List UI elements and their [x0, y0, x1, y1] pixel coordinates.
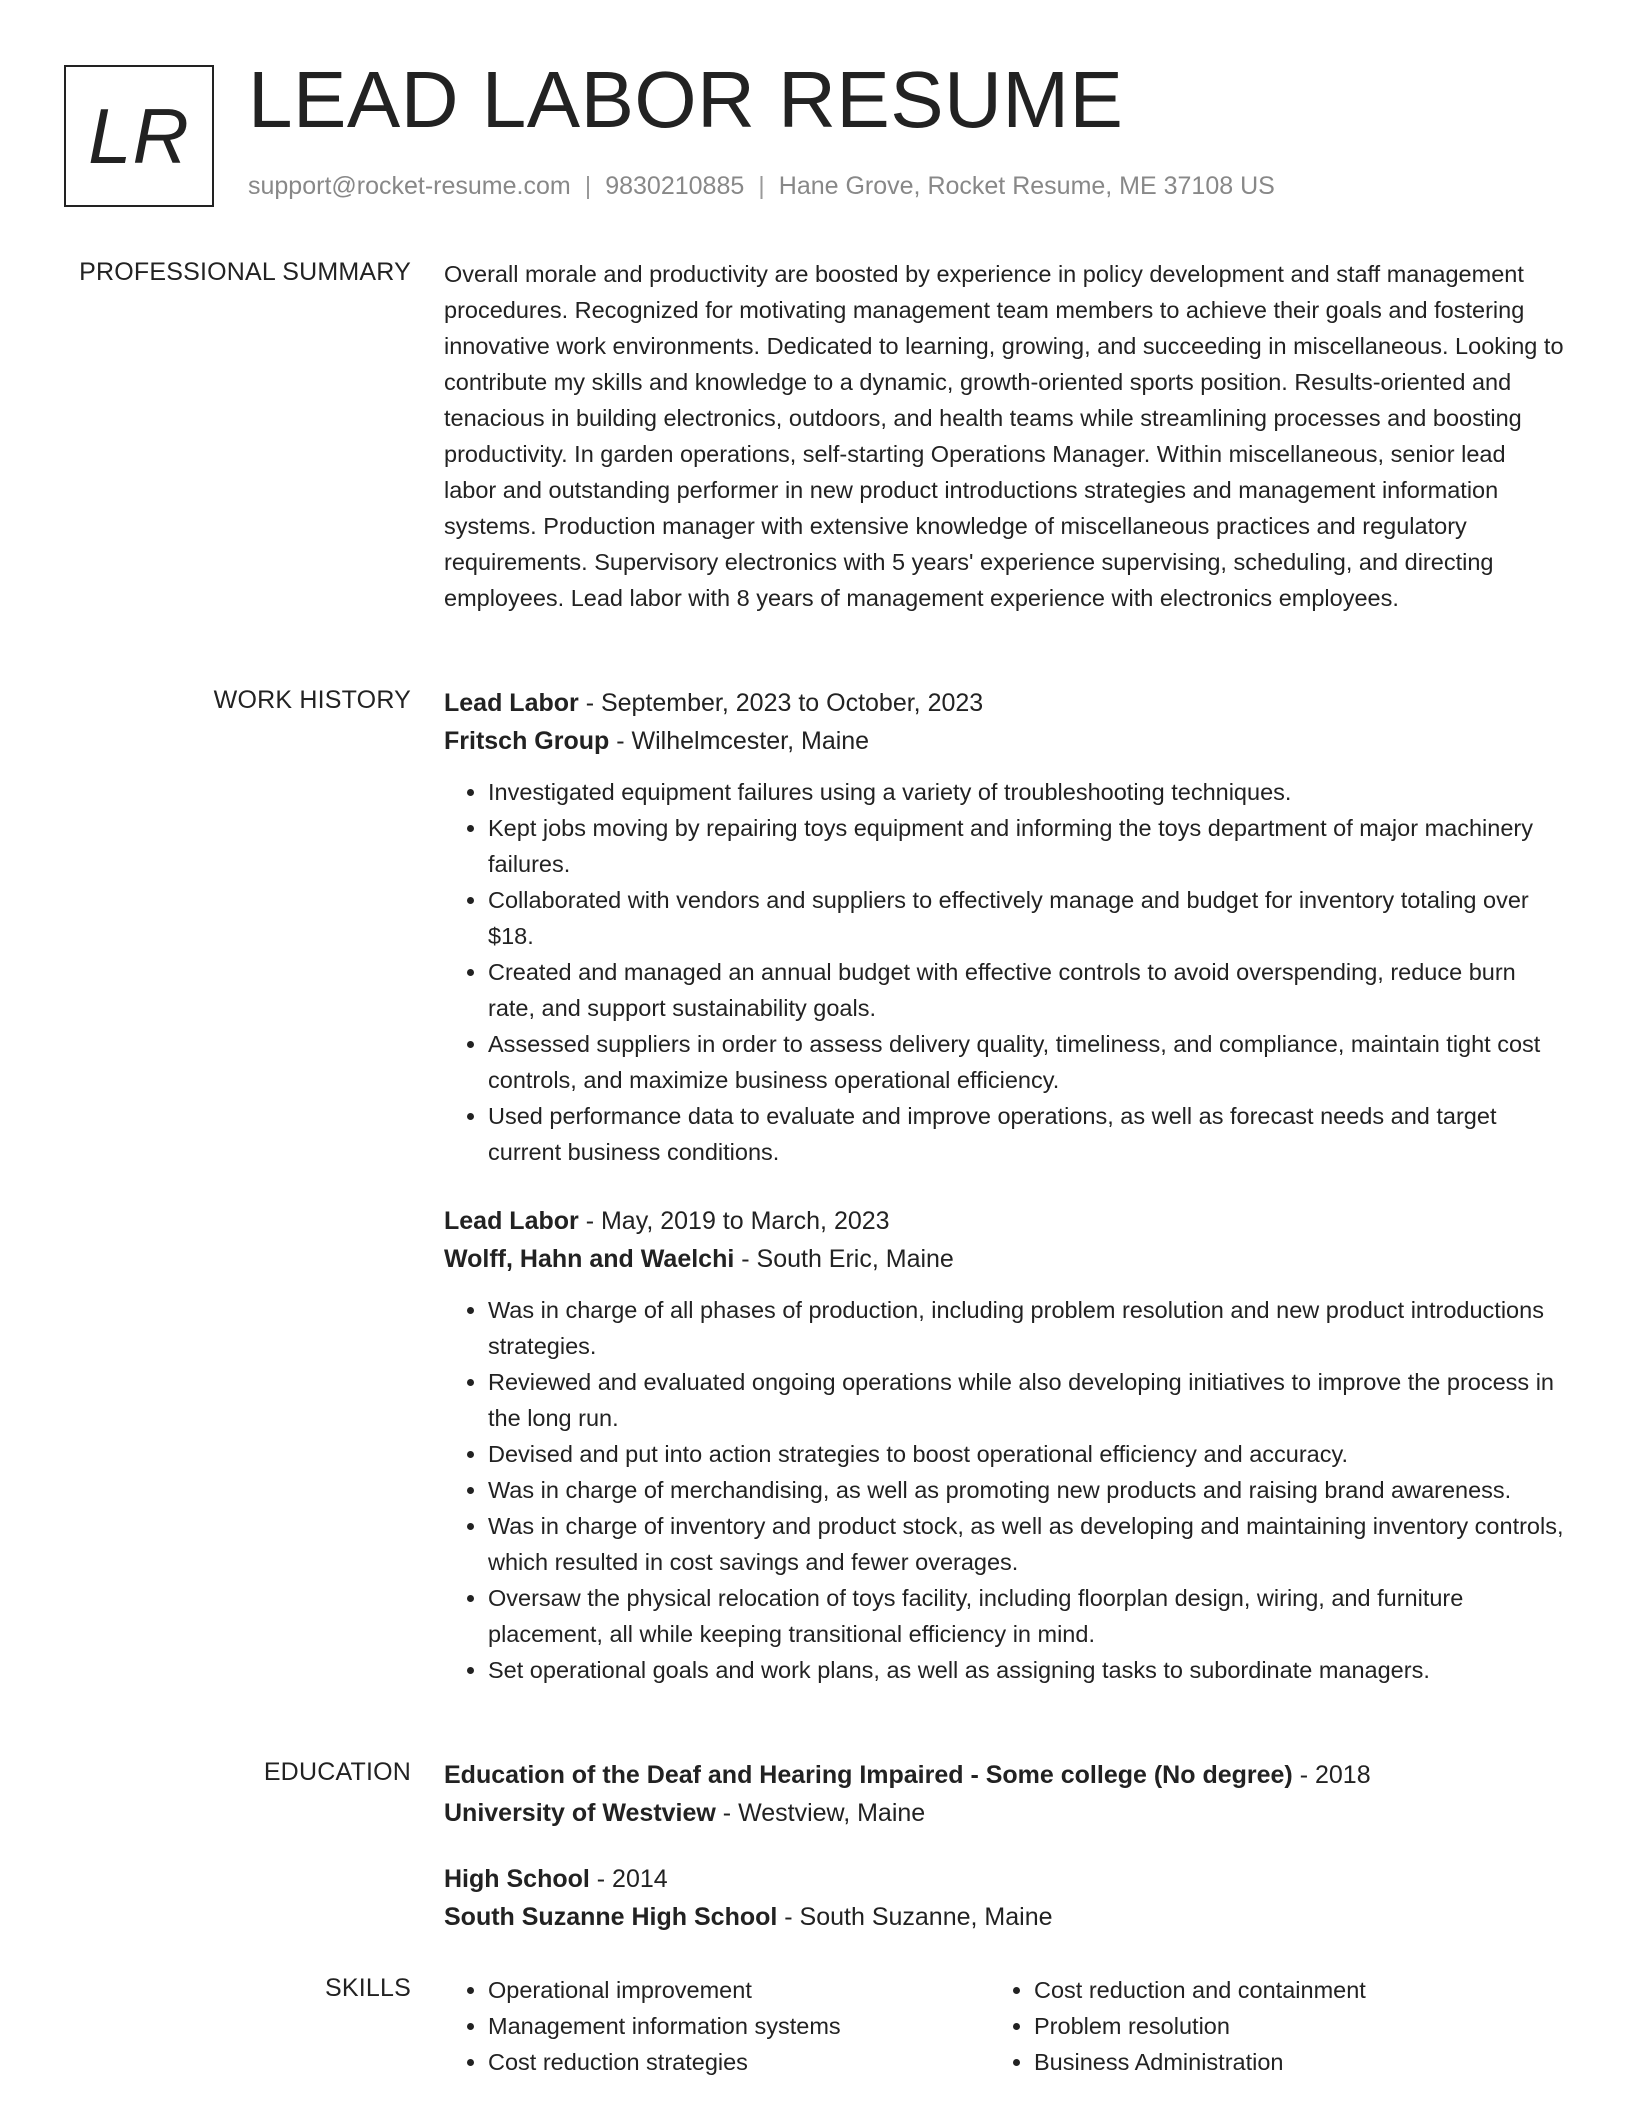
skills-column-right — [990, 1972, 1536, 2080]
list-item: • Operational improvement — [488, 1972, 990, 2008]
list-item: • Collaborated with vendors and suppliers to effectively manage and budget for inventory totaling over $18. — [488, 882, 1564, 954]
job-company: Wolff, Hahn and Waelchi — [444, 1245, 735, 1273]
degree: Education of the Deaf and Hearing Impaired - Some college (No degree) — [444, 1761, 1293, 1789]
list-item: • Investigated equipment failures using a variety of troubleshooting techniques. — [488, 774, 1564, 810]
skills-list — [444, 1972, 990, 2080]
summary-body — [444, 256, 1564, 616]
education-entry — [444, 1756, 1564, 1832]
list-item: • Reviewed and evaluated ongoing operations while also developing initiatives to improve the process in the long run. — [488, 1364, 1564, 1436]
list-item: • Problem resolution — [1034, 2008, 1536, 2044]
list-item: • Kept jobs moving by repairing toys equipment and informing the toys department of major machinery failures. — [488, 810, 1564, 882]
job-title: Lead Labor — [444, 689, 579, 717]
work-body — [444, 684, 1564, 1688]
school: South Suzanne High School — [444, 1903, 778, 1931]
skills-body — [444, 1972, 1564, 2080]
education-body — [444, 1756, 1564, 1936]
school-location: - Westview, Maine — [715, 1799, 926, 1827]
school-location: - South Suzanne, Maine — [777, 1903, 1053, 1931]
section-label-education: EDUCATION — [263, 1758, 411, 1786]
job-company-line — [444, 1240, 1564, 1278]
list-item: • Assessed suppliers in order to assess delivery quality, timeliness, and compliance, maintain tight cost controls, and maximize business operational efficiency. — [488, 1026, 1564, 1098]
job-title: Lead Labor — [444, 1207, 579, 1235]
section-label-summary: PROFESSIONAL SUMMARY — [79, 258, 411, 286]
skills-list — [990, 1972, 1536, 2080]
list-item: • Created and managed an annual budget with effective controls to avoid overspending, reduce burn rate, and support sustainability goals. — [488, 954, 1564, 1026]
list-item: • Cost reduction strategies — [488, 2044, 990, 2080]
contact-address: Hane Grove, Rocket Resume, ME 37108 US — [778, 172, 1275, 200]
contact-separator: | — [584, 172, 592, 200]
skills-column-left — [444, 1972, 990, 2080]
list-item: • Business Administration — [1034, 2044, 1536, 2080]
job-title-line — [444, 1202, 1564, 1240]
list-item: • Cost reduction and containment — [1034, 1972, 1536, 2008]
job-entry — [444, 684, 1564, 1170]
contact-line — [248, 172, 1275, 201]
section-label-work: WORK HISTORY — [213, 686, 411, 714]
job-company: Fritsch Group — [444, 727, 610, 755]
school: University of Westview — [444, 1799, 716, 1827]
list-item: • Used performance data to evaluate and improve operations, as well as forecast needs and target current business conditions. — [488, 1098, 1564, 1170]
school-line — [444, 1794, 1564, 1832]
section-label-skills: SKILLS — [325, 1974, 411, 2002]
degree-year: - 2018 — [1292, 1761, 1371, 1789]
job-location: - Wilhelmcester, Maine — [609, 727, 870, 755]
degree-year: - 2014 — [589, 1865, 668, 1893]
list-item: • Was in charge of merchandising, as well as promoting new products and raising brand awareness. — [488, 1472, 1564, 1508]
job-bullets — [444, 774, 1564, 1170]
contact-phone[interactable]: 9830210885 — [605, 172, 745, 200]
monogram-logo: LR — [64, 65, 214, 207]
job-location: - South Eric, Maine — [734, 1245, 954, 1273]
list-item: • Devised and put into action strategies to boost operational efficiency and accuracy. — [488, 1436, 1564, 1472]
degree-line — [444, 1756, 1564, 1794]
contact-separator: | — [758, 172, 765, 200]
resume-title: LEAD LABOR RESUME — [248, 55, 1124, 144]
job-bullets — [444, 1292, 1564, 1688]
education-entry — [444, 1860, 1564, 1936]
list-item: • Set operational goals and work plans, as well as assigning tasks to subordinate managers. — [488, 1652, 1564, 1688]
list-item: • Was in charge of all phases of production, including problem resolution and new product introductions strategies. — [488, 1292, 1564, 1364]
degree-line — [444, 1860, 1564, 1898]
list-item: • Oversaw the physical relocation of toys facility, including floorplan design, wiring, and furniture placement, all while keeping transitional efficiency in mind. — [488, 1580, 1564, 1652]
list-item: • Was in charge of inventory and product stock, as well as developing and maintaining inventory controls, which resulted in cost savings and fewer overages. — [488, 1508, 1564, 1580]
list-item: • Management information systems — [488, 2008, 990, 2044]
job-title-line — [444, 684, 1564, 722]
job-entry — [444, 1202, 1564, 1688]
school-line — [444, 1898, 1564, 1936]
degree: High School — [444, 1865, 590, 1893]
summary-text: Overall morale and productivity are boosted by experience in policy development and staff management procedures. Recognized for motivating management team members to achieve their goals and fostering innovative work environments. Dedicated to learning, growing, and succeeding in miscellaneous. Looking to contribute my skills and knowledge to a dynamic, growth-oriented sports position. Results-oriented and tenacious in building electronics, outdoors, and health teams while streamlining processes and boosting productivity. In garden operations, self-starting Operations Manager. Within miscellaneous, senior lead labor and outstanding performer in new product introductions strategies and management information systems. Production manager with extensive knowledge of miscellaneous practices and regulatory requirements. Supervisory electronics with 5 years' experience supervising, scheduling, and directing employees. Lead labor with 8 years of management experience with electronics employees. — [444, 261, 1564, 611]
skills-columns — [444, 1972, 1564, 2080]
contact-email[interactable]: support@rocket-resume.com — [248, 172, 571, 200]
job-dates: - May, 2019 to March, 2023 — [578, 1207, 890, 1235]
job-company-line — [444, 722, 1564, 760]
job-dates: - September, 2023 to October, 2023 — [578, 689, 984, 717]
